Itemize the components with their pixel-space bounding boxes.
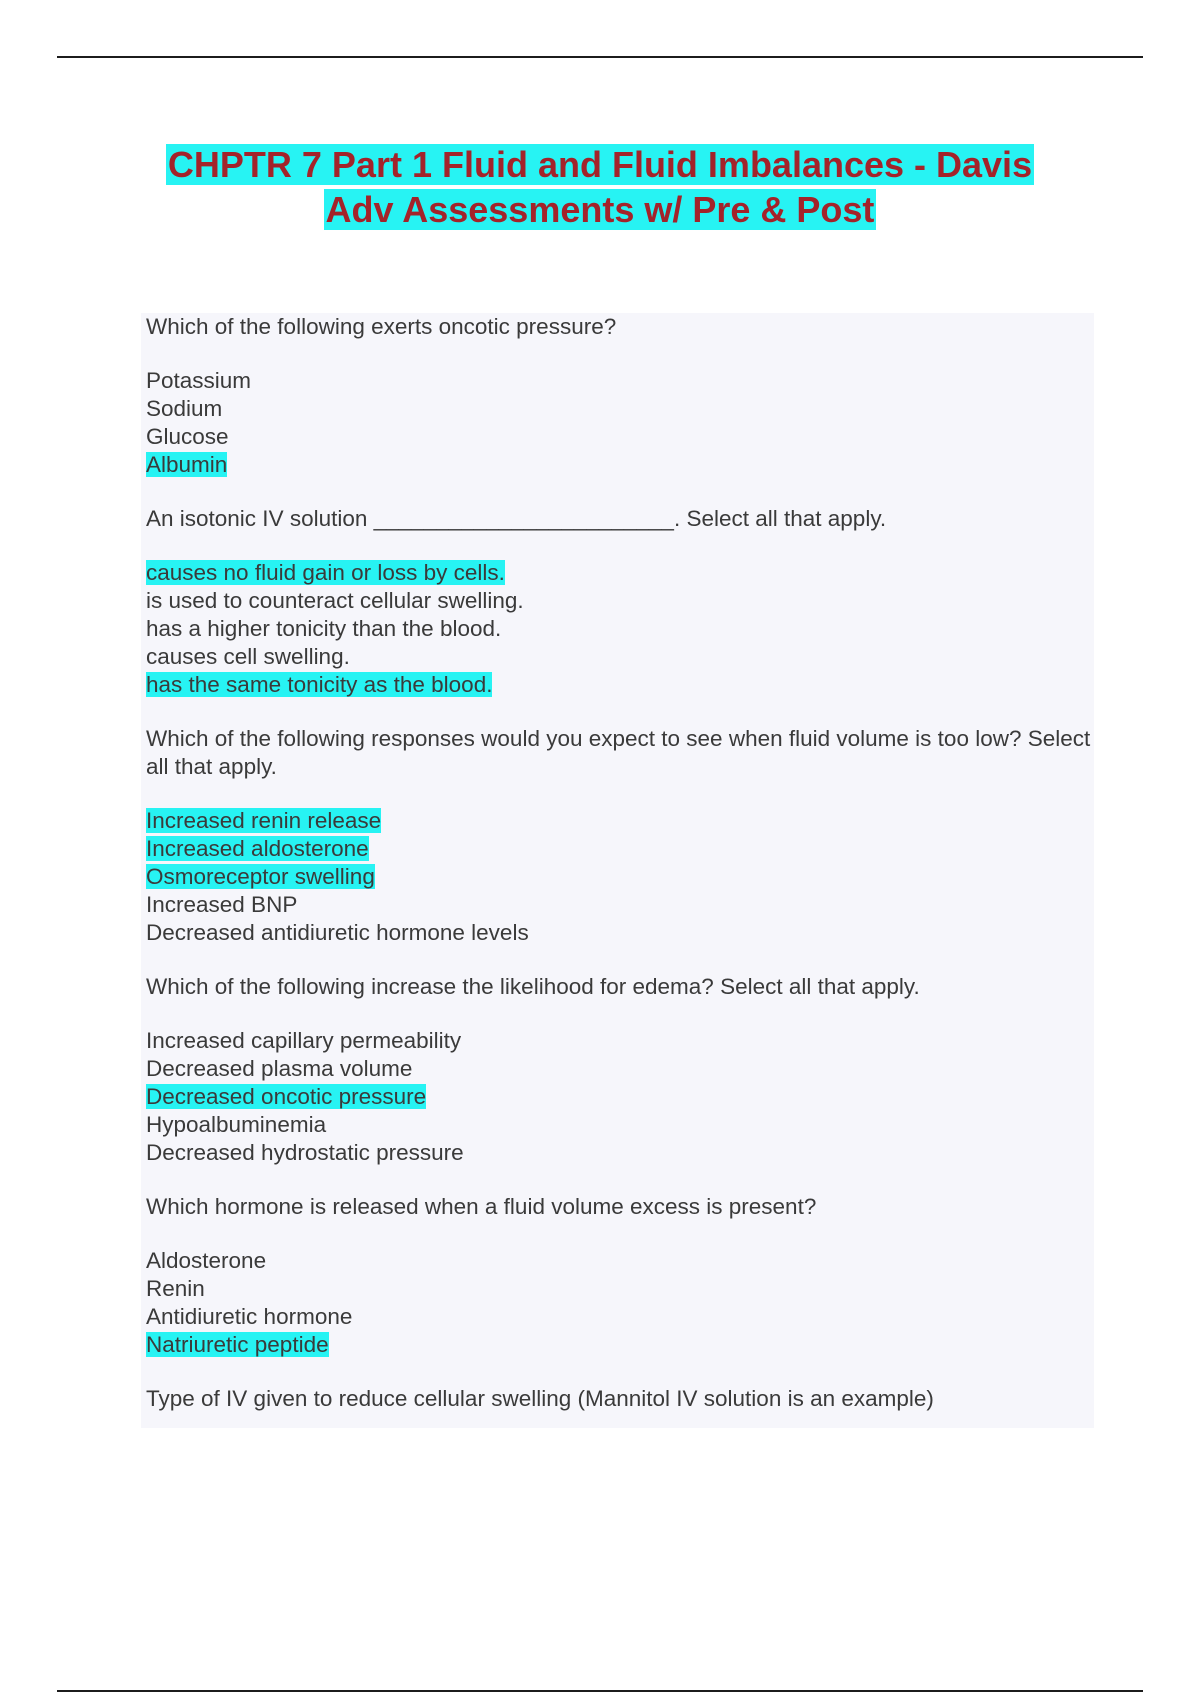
title-line-1: CHPTR 7 Part 1 Fluid and Fluid Imbalances - Davis bbox=[167, 144, 1033, 185]
question-block bbox=[146, 1385, 1094, 1413]
answer-option-text: Renin bbox=[146, 1276, 205, 1301]
question-block bbox=[146, 313, 1094, 479]
answer-option-highlighted bbox=[146, 1331, 1094, 1359]
question-prompt: Type of IV given to reduce cellular swelling (Mannitol IV solution is an example) bbox=[146, 1386, 934, 1411]
top-divider bbox=[57, 56, 1143, 58]
answer-option-text: Increased BNP bbox=[146, 892, 298, 917]
answer-options bbox=[146, 1027, 1094, 1167]
question-prompt: Which of the following exerts oncotic pressure? bbox=[146, 314, 617, 339]
answer-option bbox=[146, 643, 1094, 671]
question-block bbox=[146, 725, 1094, 947]
answer-option-text: Increased aldosterone bbox=[146, 836, 369, 861]
bottom-divider bbox=[57, 1690, 1143, 1692]
answer-option bbox=[146, 1139, 1094, 1167]
question-prompt: Which of the following increase the likelihood for edema? Select all that apply. bbox=[146, 974, 920, 999]
answer-option-highlighted bbox=[146, 1083, 1094, 1111]
question-prompt: Which of the following responses would you expect to see when fluid volume is too low? Select all that apply. bbox=[146, 726, 1091, 779]
answer-option-text: causes cell swelling. bbox=[146, 644, 350, 669]
answer-option-text: Antidiuretic hormone bbox=[146, 1304, 353, 1329]
answer-option-text: Decreased hydrostatic pressure bbox=[146, 1140, 464, 1165]
answer-option-text: Potassium bbox=[146, 368, 252, 393]
answer-option-text: Decreased antidiuretic hormone levels bbox=[146, 920, 529, 945]
answer-option bbox=[146, 1027, 1094, 1055]
answer-option-highlighted bbox=[146, 807, 1094, 835]
answer-option-text: Decreased oncotic pressure bbox=[146, 1084, 427, 1109]
question-prompt: An isotonic IV solution ________________________. Select all that apply. bbox=[146, 506, 887, 531]
answer-option bbox=[146, 423, 1094, 451]
answer-option-highlighted bbox=[146, 451, 1094, 479]
answer-option-text: Decreased plasma volume bbox=[146, 1056, 413, 1081]
answer-option-highlighted bbox=[146, 671, 1094, 699]
answer-option bbox=[146, 1247, 1094, 1275]
question-block bbox=[146, 505, 1094, 699]
question-prompt: Which hormone is released when a fluid volume excess is present? bbox=[146, 1194, 817, 1219]
answer-option-text: Glucose bbox=[146, 424, 229, 449]
answer-option-text: has a higher tonicity than the blood. bbox=[146, 616, 502, 641]
question-block bbox=[146, 1193, 1094, 1359]
answer-option-text: Sodium bbox=[146, 396, 223, 421]
question-block bbox=[146, 973, 1094, 1167]
answer-options bbox=[146, 559, 1094, 699]
answer-option bbox=[146, 615, 1094, 643]
question-panel bbox=[141, 313, 1094, 1428]
answer-option bbox=[146, 891, 1094, 919]
answer-option bbox=[146, 367, 1094, 395]
title-line-2: Adv Assessments w/ Pre & Post bbox=[325, 189, 875, 230]
answer-option-text: Hypoalbuminemia bbox=[146, 1112, 327, 1137]
answer-option bbox=[146, 1275, 1094, 1303]
answer-option-text: is used to counteract cellular swelling. bbox=[146, 588, 524, 613]
answer-option bbox=[146, 919, 1094, 947]
answer-option-text: Aldosterone bbox=[146, 1248, 267, 1273]
answer-option bbox=[146, 587, 1094, 615]
answer-option-text: causes no fluid gain or loss by cells. bbox=[146, 560, 505, 585]
answer-option-text: Natriuretic peptide bbox=[146, 1332, 329, 1357]
document-title bbox=[60, 142, 1140, 232]
answer-option-highlighted bbox=[146, 835, 1094, 863]
answer-options bbox=[146, 1247, 1094, 1359]
answer-option bbox=[146, 1111, 1094, 1139]
answer-options bbox=[146, 367, 1094, 479]
answer-option-highlighted bbox=[146, 863, 1094, 891]
answer-option bbox=[146, 1055, 1094, 1083]
answer-option-text: Albumin bbox=[146, 452, 228, 477]
answer-option bbox=[146, 1303, 1094, 1331]
answer-option-highlighted bbox=[146, 559, 1094, 587]
answer-option-text: Increased capillary permeability bbox=[146, 1028, 462, 1053]
answer-options bbox=[146, 807, 1094, 947]
answer-option-text: Increased renin release bbox=[146, 808, 382, 833]
answer-option bbox=[146, 395, 1094, 423]
answer-option-text: Osmoreceptor swelling bbox=[146, 864, 375, 889]
answer-option-text: has the same tonicity as the blood. bbox=[146, 672, 493, 697]
